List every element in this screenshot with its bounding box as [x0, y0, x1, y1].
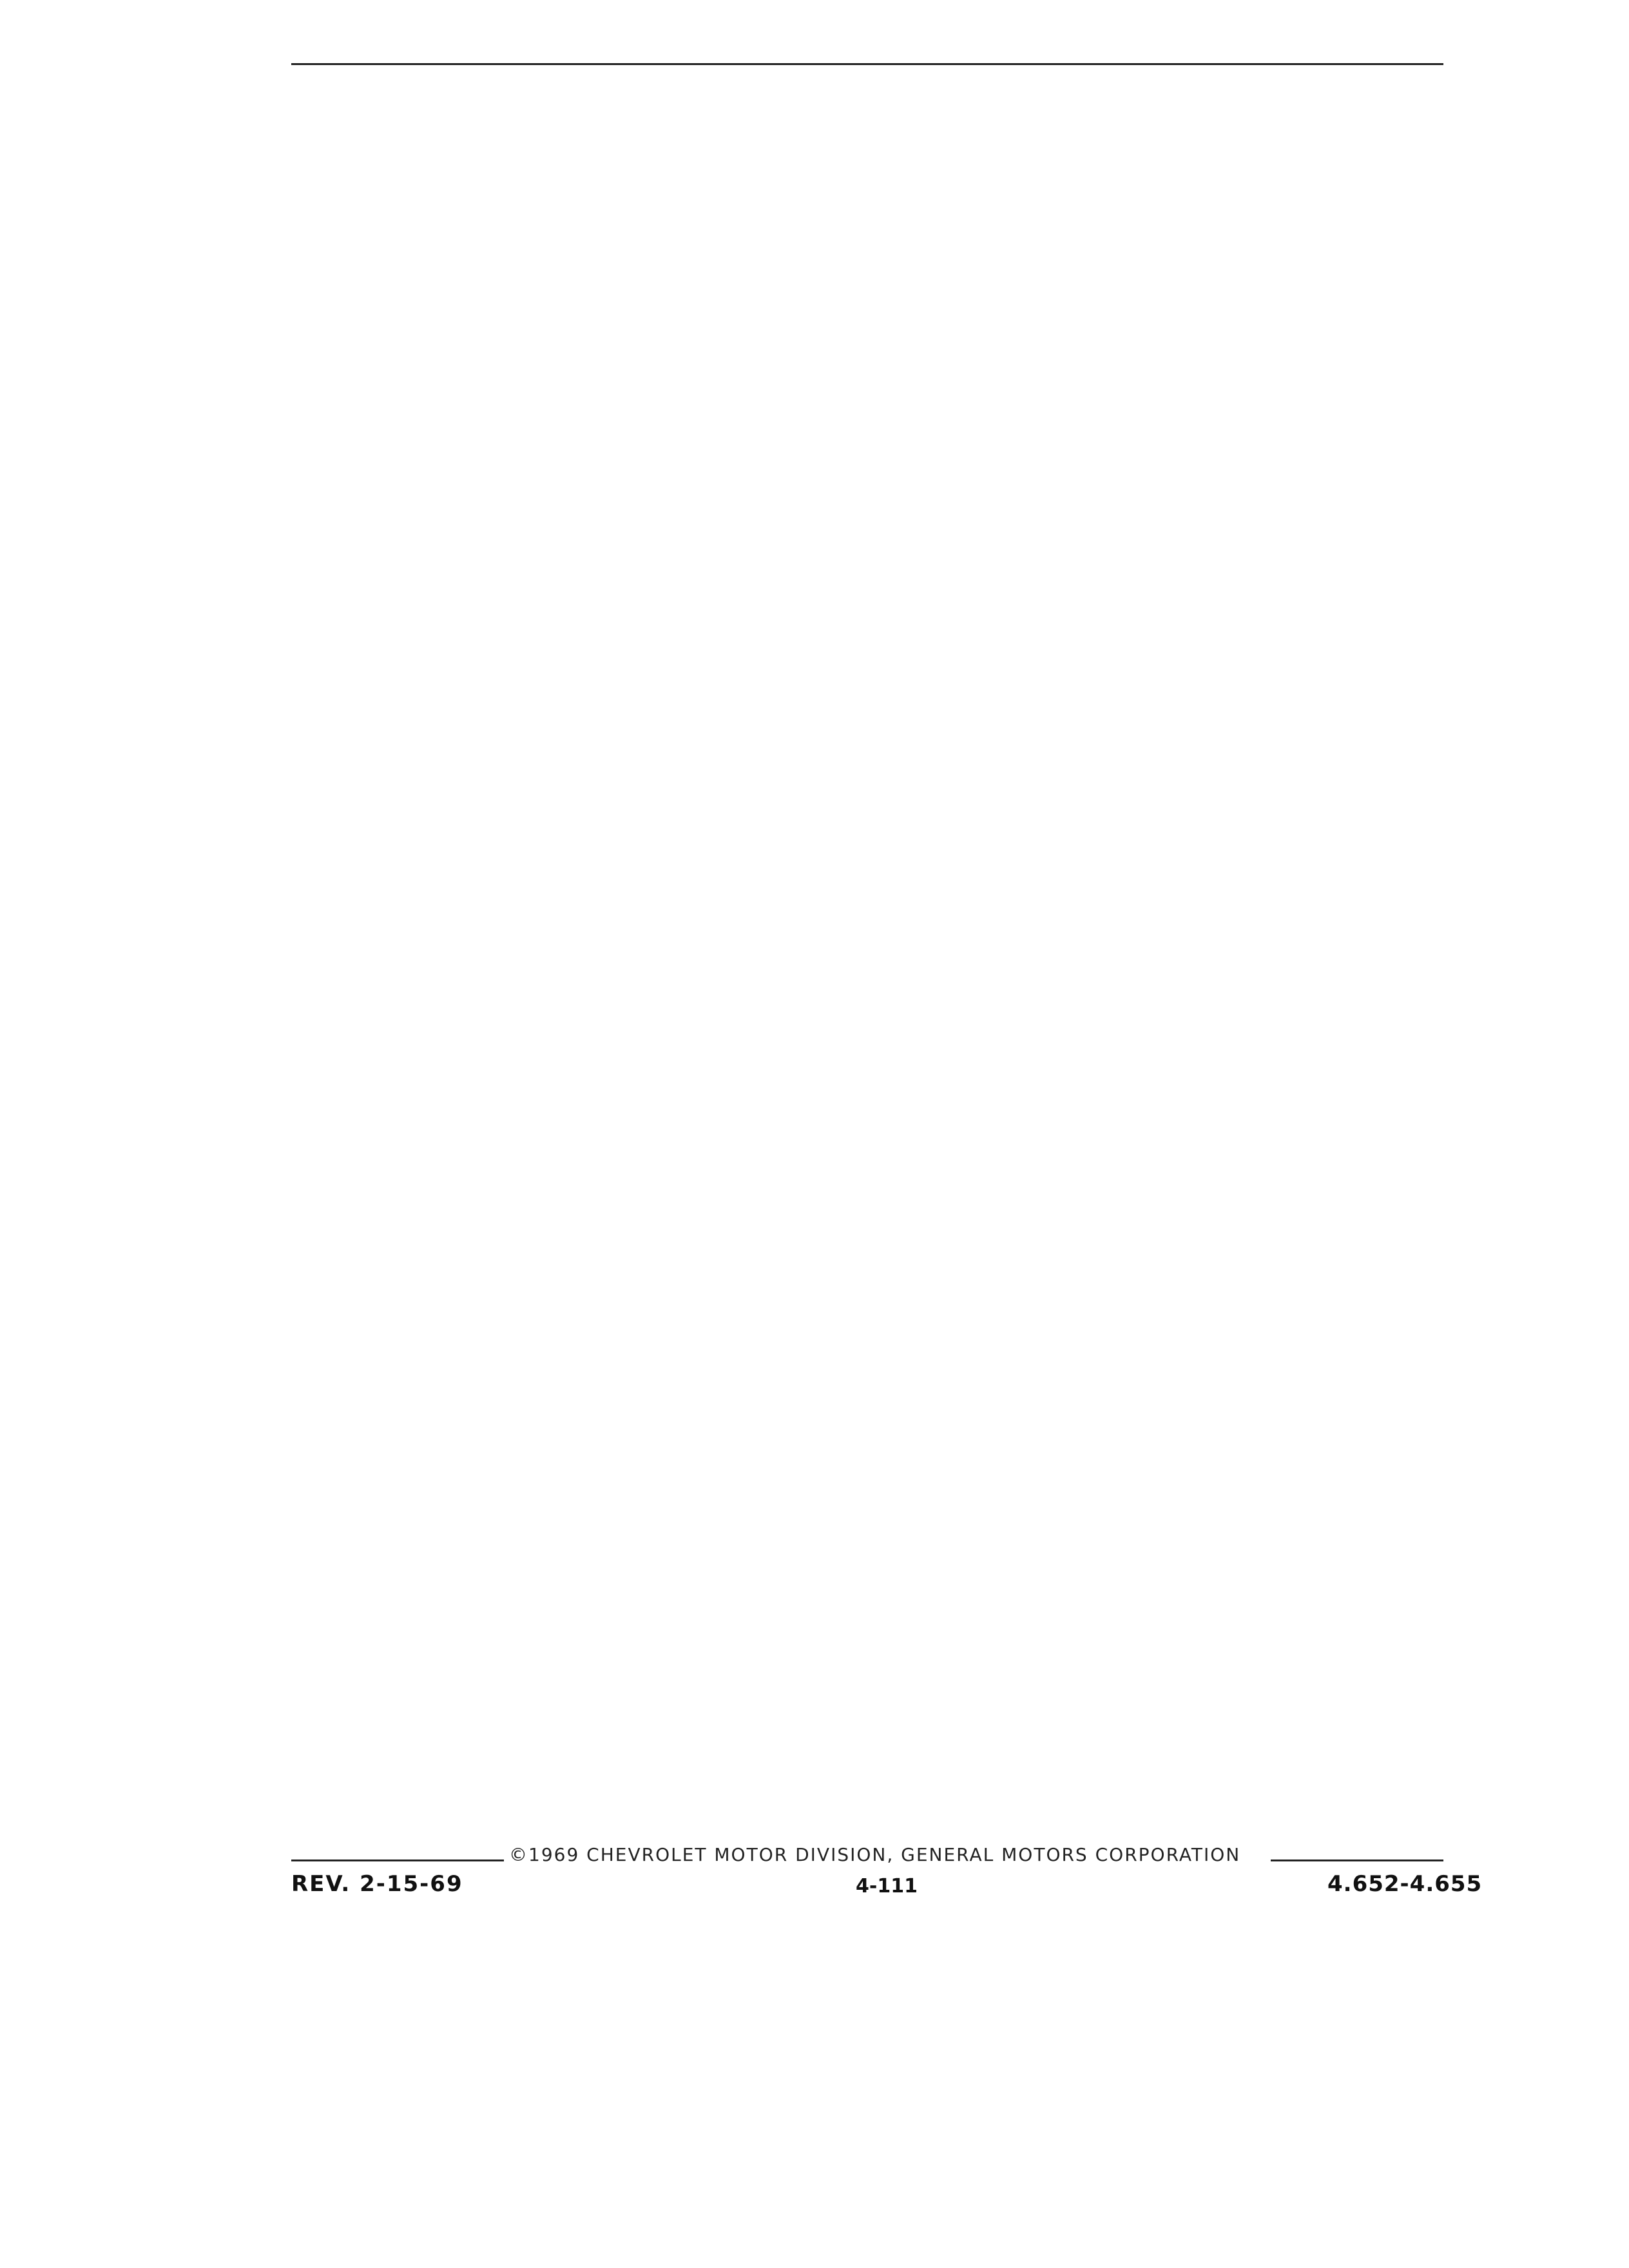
revision-label: REV. 2-15-69: [291, 1871, 463, 1897]
top-rule: [291, 63, 1443, 65]
footer-rule-left: [291, 1860, 504, 1861]
section-range: 4.652-4.655: [1327, 1871, 1483, 1897]
page-number: 4-111: [856, 1875, 918, 1898]
copyright-line: ©1969 CHEVROLET MOTOR DIVISION, GENERAL MOTORS CORPORATION: [509, 1844, 1241, 1865]
footer-rule-right: [1271, 1860, 1443, 1861]
